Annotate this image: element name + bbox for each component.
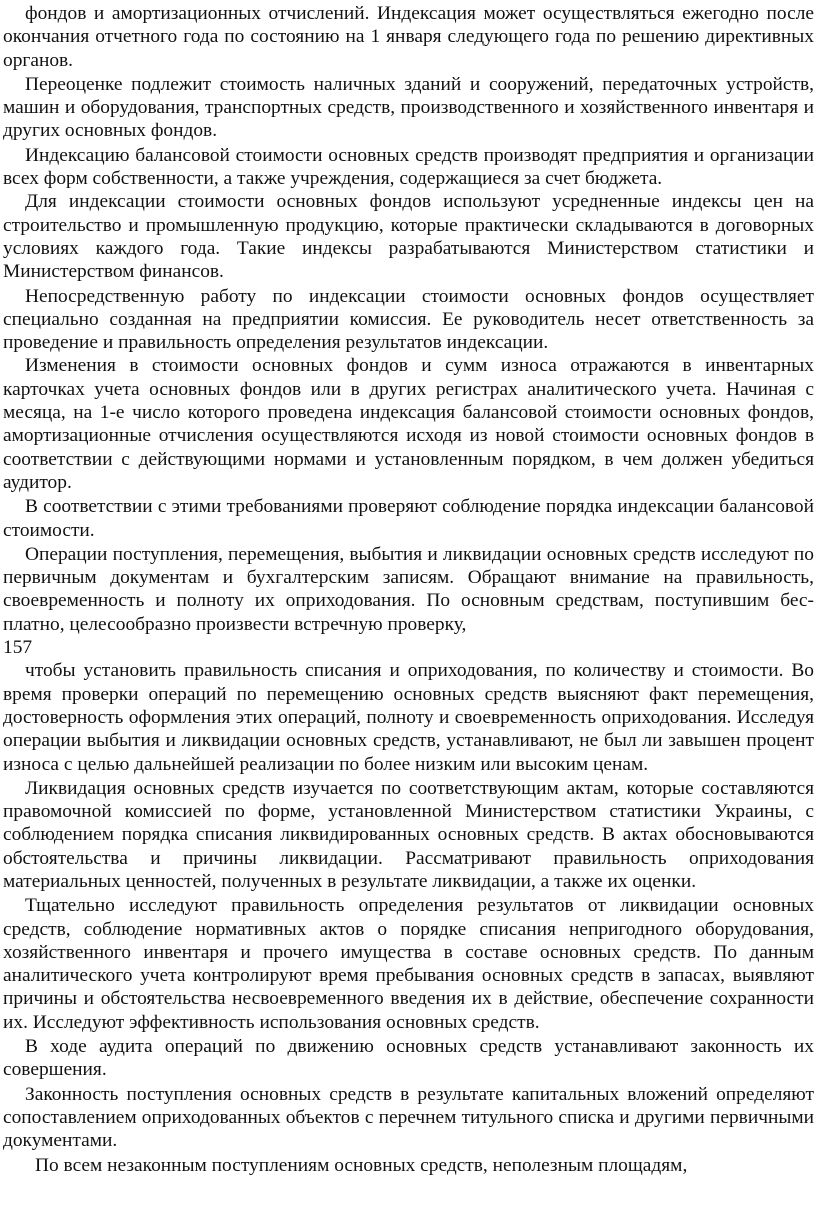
paragraph-write-off-check: чтобы установить правильность списания и оприходования, по количеству и стоимости. Во время проверки операций по перемещению основных средств выясняют факт перемещения, достоверность оформления этих операций, полноту и своевременность оприходования. Исследуя операции выбытия и ликвидации основных средств, устанавливают, не был ли завышен процент износа с целью дальнейшей реализации по более низким или высоким ценам. [3, 660, 814, 775]
paragraph-liquidation-results: Тщательно исследуют правильность определения результатов от ликвидации основных средств, соблюдение нормативных актов о порядке списания непригодного оборудования, хозяйственного инвентаря и прочего имущества в составе основных средств. По данным аналитического учета контролируют время пребывания основных средств в запасах, выявляют причины и обстоятельства несвоевременного введения их в действие, обеспечение сохранности их. Исследуют эффективность использования основных средств. [3, 895, 814, 1033]
paragraph-capital-investment: Законность поступления основных средств в результате капитальных вложений определяют сопоставлением оприходованных объектов с перечнем титульного списка и другими первичными документами. [3, 1083, 814, 1152]
page-number: 157 [3, 637, 33, 659]
paragraph-requirements: В соответствии с этими требованиями проверяют соблюдение порядка индексации балансовой стоимости. [3, 496, 814, 541]
paragraph-revaluation-subjects: Переоценке подлежит стоимость наличных зданий и сооружений, передаточных устройств, машин и оборудования, транспортных средств, производственного и хозяйственного инвентаря и других основных фондов. [3, 73, 814, 142]
paragraph-price-indices: Для индексации стоимости основных фондов используют усредненные индексы цен на строительство и промышленную продукцию, которые практически складываются в договорных условиях каждого года. Такие индексы разрабатываются Министерством статистики и Министерством финансов. [3, 191, 814, 283]
paragraph-indexation-timing: фондов и амортизационных отчислений. Индексация может осуществляться ежегодно после окончания отчетного года по состоянию на 1 января следующего года по решению директивных органов. [3, 3, 814, 71]
paragraph-who-indexes: Индексацию балансовой стоимости основных средств производят предприятия и организации всех форм собственности, а также учреждения, содержащиеся за счет бюджета. [3, 144, 814, 190]
paragraph-commission: Непосредственную работу по индексации стоимости основных фондов осуществляет специально созданная на предприятии комиссия. Ее руководитель несет ответственность за проведение и правильность определения результатов индексации. [3, 285, 814, 354]
paragraph-inventory-cards: Изменения в стоимости основных фондов и сумм износа отражаются в инвентарных карточках учета основных фондов или в других регистрах аналитического учета. Начиная с месяца, на 1-е число которого проведена индексация балансовой стоимости основных фондов, амортизационные отчисления осуществляются исходя из новой стоимости основных фондов в соответствии с действующими нормами и установленным порядком, в чем должен убедиться аудитор. [3, 355, 814, 493]
paragraph-liquidation: Ликвидация основных средств изучается по соответствующим актам, которые составляются правомочной комиссией по форме, установленной Министерством статистики Украины, с соблюдением порядка списания ликвидированных основных средств. В актах обосновываются обстоятельства и причины ликвидации. Рассматривают правильность оприходования материальных ценностей, полученных в результате ликвидации, а также их оценки. [3, 777, 814, 892]
paragraph-audit-legality: В ходе аудита операций по движению основных средств устанавливают законность их совершения. [3, 1036, 814, 1081]
paragraph-operations: Операции поступления, перемещения, выбытия и ликвидации основных средств исследуют по первичным документам и бухгалтерским записям. Обращают внимание на правильность, своевременность и полноту их оприходования. По основным средствам, поступившим бес-платно, целесообразно произвести встречную проверку, [3, 543, 814, 635]
paragraph-unlawful-receipts: По всем незаконным поступлениям основных средств, неполезным площадям, [35, 1154, 688, 1176]
